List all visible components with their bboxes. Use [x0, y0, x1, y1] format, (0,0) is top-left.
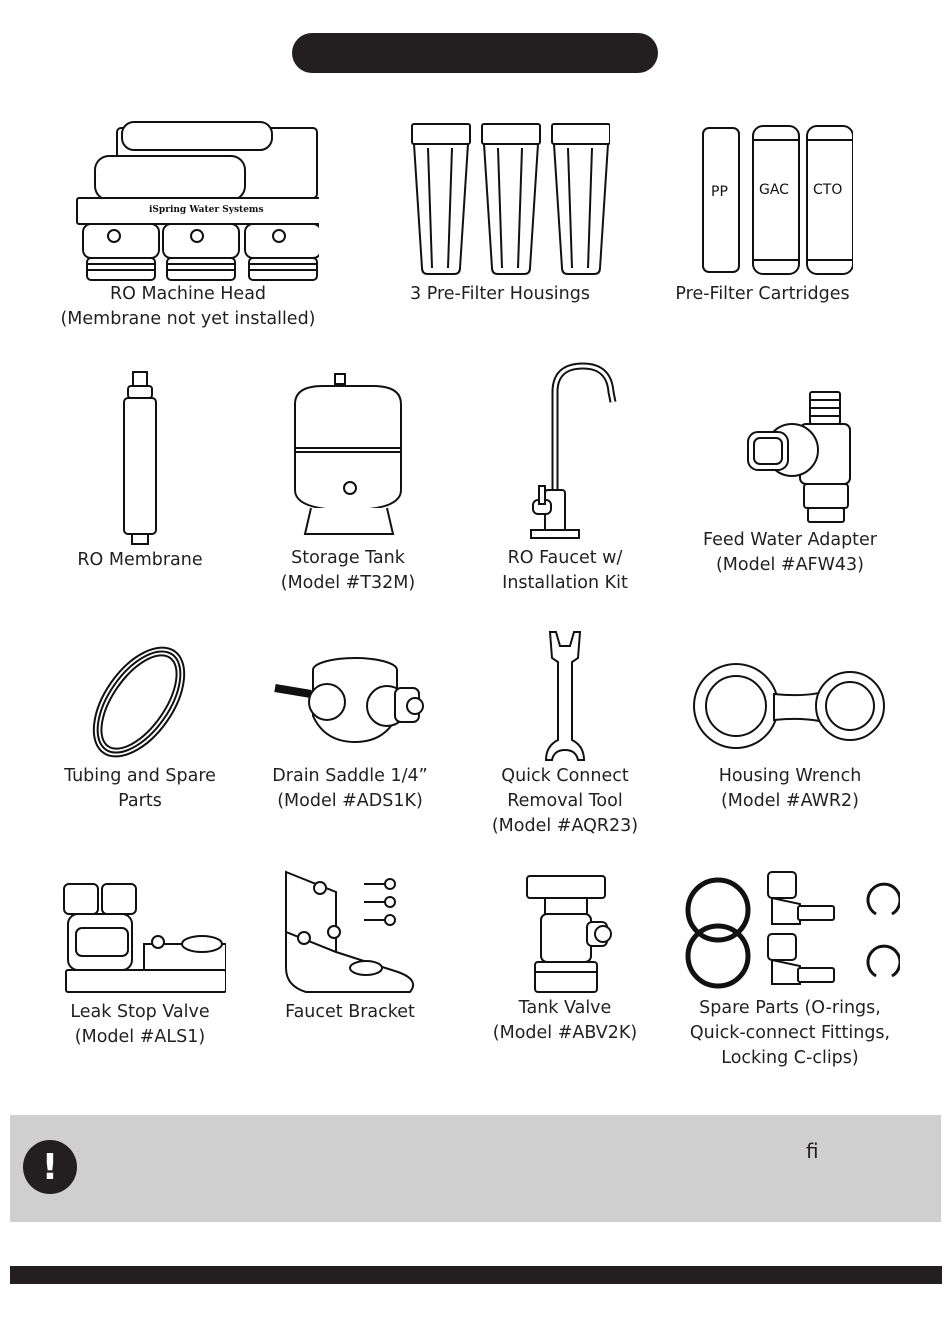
item-ro-machine-head — [43, 118, 333, 332]
faucet-bracket-illustration — [280, 868, 420, 1000]
caption-line1: Quick Connect — [501, 766, 629, 786]
item-storage-tank — [248, 370, 448, 596]
notice-box — [10, 1115, 941, 1222]
housing-wrench-illustration — [692, 654, 888, 764]
footer-bar — [10, 1266, 942, 1284]
caption-line1: Faucet Bracket — [285, 1002, 415, 1022]
item-ro-membrane — [40, 368, 240, 573]
item-spare-parts — [680, 866, 900, 1071]
caption-line2: (Model #ABV2K) — [492, 1023, 638, 1043]
item-feed-water-adapter — [690, 388, 890, 578]
caption-line1: Pre-Filter Cartridges — [675, 284, 850, 304]
item-pre-filter-housings — [375, 118, 625, 307]
item-tank-valve — [465, 872, 665, 1046]
caption-line2: Quick-connect Fittings, — [689, 1023, 891, 1043]
item-tubing — [40, 636, 240, 814]
caption-line1: Spare Parts (O-rings, — [699, 998, 881, 1018]
storage-tank-illustration — [283, 370, 413, 546]
item-leak-stop-valve — [40, 880, 240, 1050]
tubing-illustration — [85, 636, 195, 764]
label-cto: CTO — [812, 182, 842, 198]
caption-line2: (Model #ALS1) — [74, 1027, 206, 1047]
caption-line2: (Membrane not yet installed) — [60, 309, 316, 329]
caption-line1: Tank Valve — [518, 998, 612, 1018]
c-clip-icon — [868, 946, 900, 976]
label-pp: PP — [710, 184, 728, 200]
svg-text:iSpring Water Systems: iSpring Water Systems — [149, 205, 264, 215]
quick-connect-tool-illustration — [540, 630, 590, 764]
label-gac: GAC — [758, 182, 789, 198]
caption-line2: Installation Kit — [502, 573, 628, 593]
title-banner — [292, 33, 658, 73]
item-quick-connect-tool — [465, 630, 665, 839]
caption-line1: Leak Stop Valve — [70, 1002, 210, 1022]
drain-saddle-illustration — [265, 652, 435, 764]
item-faucet-bracket — [250, 868, 450, 1025]
caption-line1: Drain Saddle 1/4” — [272, 766, 428, 786]
caption-line1: Feed Water Adapter — [702, 530, 878, 550]
caption-line2: Parts — [118, 791, 162, 811]
o-ring-icon — [688, 926, 748, 986]
feed-water-adapter-illustration — [710, 388, 870, 528]
ro-machine-head-illustration — [57, 118, 319, 282]
fitting-icon — [768, 872, 796, 898]
caption-line2: (Model #AWR2) — [720, 791, 860, 811]
caption-line1: Storage Tank — [291, 548, 405, 568]
item-ro-faucet — [465, 362, 665, 596]
caption-line1: RO Membrane — [77, 550, 203, 570]
fitting-icon — [768, 934, 796, 960]
ro-faucet-illustration — [505, 362, 625, 546]
spare-parts-illustration — [680, 866, 900, 996]
caption-line1: RO Machine Head — [109, 284, 267, 304]
tank-valve-illustration — [515, 872, 615, 996]
caption-line2: (Model #T32M) — [280, 573, 416, 593]
caption-line1: Housing Wrench — [718, 766, 862, 786]
notice-text: ﬁ — [806, 1139, 819, 1163]
pre-filter-housings-illustration — [390, 118, 610, 282]
caption-line2: Removal Tool — [507, 791, 623, 811]
caption-line1: RO Faucet w/ — [507, 548, 623, 568]
item-pre-filter-cartridges — [660, 118, 865, 307]
o-ring-icon — [688, 880, 748, 940]
c-clip-icon — [868, 884, 900, 914]
item-drain-saddle — [250, 652, 450, 814]
item-housing-wrench — [690, 654, 890, 814]
leak-stop-valve-illustration — [54, 880, 226, 1000]
caption-line2: (Model #ADS1K) — [277, 791, 423, 811]
ro-membrane-illustration — [110, 368, 170, 548]
exclamation-icon: ! — [23, 1140, 77, 1194]
caption-line1: 3 Pre-Filter Housings — [410, 284, 590, 304]
pre-filter-cartridges-illustration — [673, 118, 853, 282]
caption-line3: (Model #AQR23) — [491, 816, 639, 836]
caption-line3: Locking C-clips) — [721, 1048, 859, 1068]
caption-line1: Tubing and Spare — [64, 766, 216, 786]
caption-line2: (Model #AFW43) — [715, 555, 865, 575]
